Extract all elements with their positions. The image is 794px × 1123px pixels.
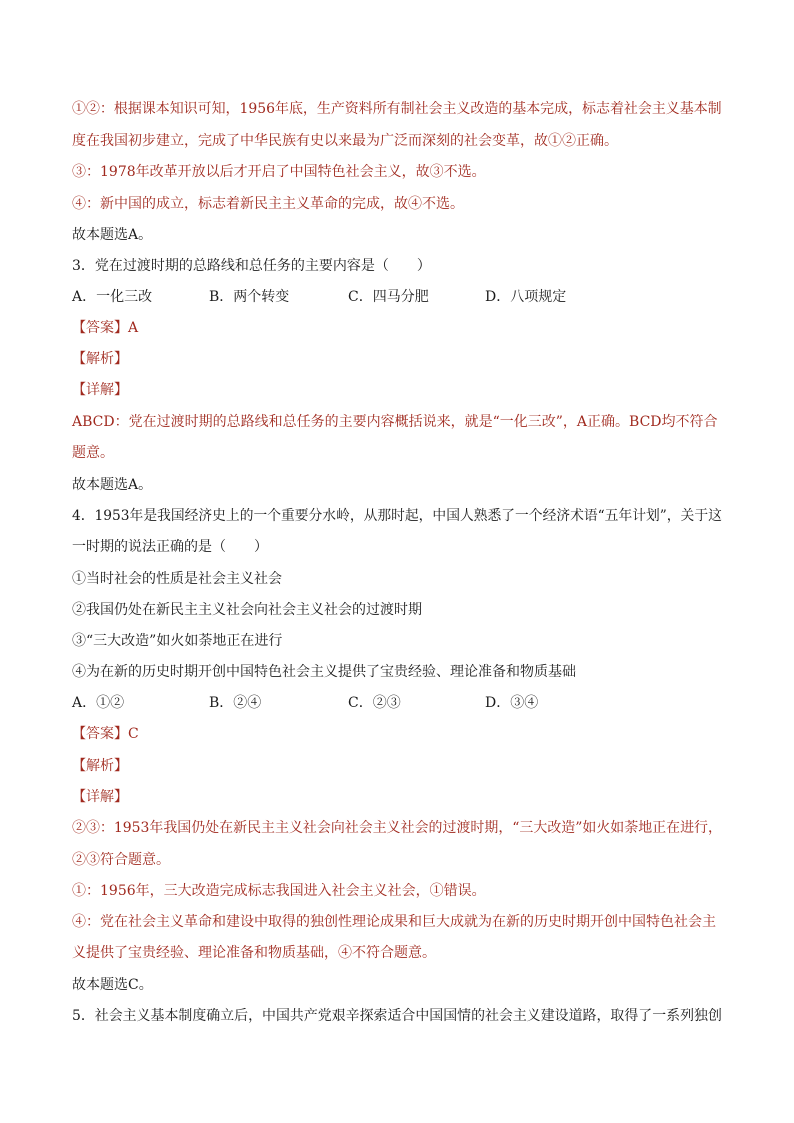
q3-conclusion: 故本题选A。 (72, 477, 153, 493)
q2-analysis-line-4: ④：新中国的成立，标志着新民主主义革命的完成，故④不选。 (72, 196, 464, 212)
q3-answer: 【答案】A (72, 320, 139, 336)
q3-option-b: B．两个转变 (209, 289, 290, 305)
q3-detail-line-1: ABCD：党在过渡时期的总路线和总任务的主要内容概括说来，就是“一化三改”，A正确。BCD均不符合 (72, 414, 718, 430)
q4-detail-heading: 【详解】 (72, 789, 128, 805)
q4-detail-line-4: ④：党在社会主义革命和建设中取得的独创性理论成果和巨大成就为在新的历史时期开创中国特色社会主 (72, 914, 716, 930)
q4-options (72, 694, 538, 712)
q4-stem-line-1: 4．1953年是我国经济史上的一个重要分水岭，从那时起，中国人熟悉了一个经济术语“五年计划”，关于这 (72, 508, 722, 524)
q4-statement-1: ①当时社会的性质是社会主义社会 (72, 571, 282, 587)
q4-option-c: C．②③ (348, 695, 401, 711)
q4-option-b: B．②④ (209, 695, 262, 711)
q4-stem-line-2: 一时期的说法正确的是（ ） (72, 539, 268, 555)
q2-analysis-line-3: ③：1978年改革开放以后才开启了中国特色社会主义，故③不选。 (72, 164, 486, 180)
q4-option-a: A．①② (72, 695, 125, 711)
q4-analysis-heading: 【解析】 (72, 758, 128, 774)
q4-detail-line-1: ②③：1953年我国仍处在新民主主义社会向社会主义社会的过渡时期，“三大改造”如火如荼地正在进行， (72, 820, 722, 836)
q3-analysis-heading: 【解析】 (72, 351, 128, 367)
q4-detail-line-5: 义提供了宝贵经验、理论准备和物质基础，④不符合题意。 (72, 945, 436, 961)
q4-detail-line-3: ①：1956年，三大改造完成标志我国进入社会主义社会，①错误。 (72, 883, 486, 899)
q4-option-d: D．③④ (485, 695, 539, 711)
q3-detail-line-2: 题意。 (72, 445, 114, 461)
q3-stem: 3．党在过渡时期的总路线和总任务的主要内容是（ ） (72, 258, 431, 274)
q4-detail-line-2: ②③符合题意。 (72, 852, 170, 868)
q4-answer: 【答案】C (72, 726, 139, 742)
q4-conclusion: 故本题选C。 (72, 977, 153, 993)
q4-statement-4: ④为在新的历史时期开创中国特色社会主义提供了宝贵经验、理论准备和物质基础 (72, 664, 576, 680)
q4-statement-2: ②我国仍处在新民主主义社会向社会主义社会的过渡时期 (72, 602, 422, 618)
q3-option-a: A．一化三改 (72, 289, 153, 305)
q2-analysis-line-1: ①②：根据课本知识可知，1956年底，生产资料所有制社会主义改造的基本完成，标志着社会主义基本制 (72, 101, 722, 117)
q5-stem-line-1: 5．社会主义基本制度确立后，中国共产党艰辛探索适合中国国情的社会主义建设道路，取得了一系列独创 (72, 1008, 722, 1024)
q4-statement-3: ③“三大改造”如火如荼地正在进行 (72, 633, 283, 649)
q2-analysis-line-2: 度在我国初步建立，完成了中华民族有史以来最为广泛而深刻的社会变革，故①②正确。 (72, 133, 618, 149)
q3-option-d: D．八项规定 (485, 289, 567, 305)
q3-options (72, 288, 566, 306)
q3-detail-heading: 【详解】 (72, 382, 128, 398)
q3-option-c: C．四马分肥 (348, 289, 429, 305)
q2-conclusion: 故本题选A。 (72, 227, 153, 243)
